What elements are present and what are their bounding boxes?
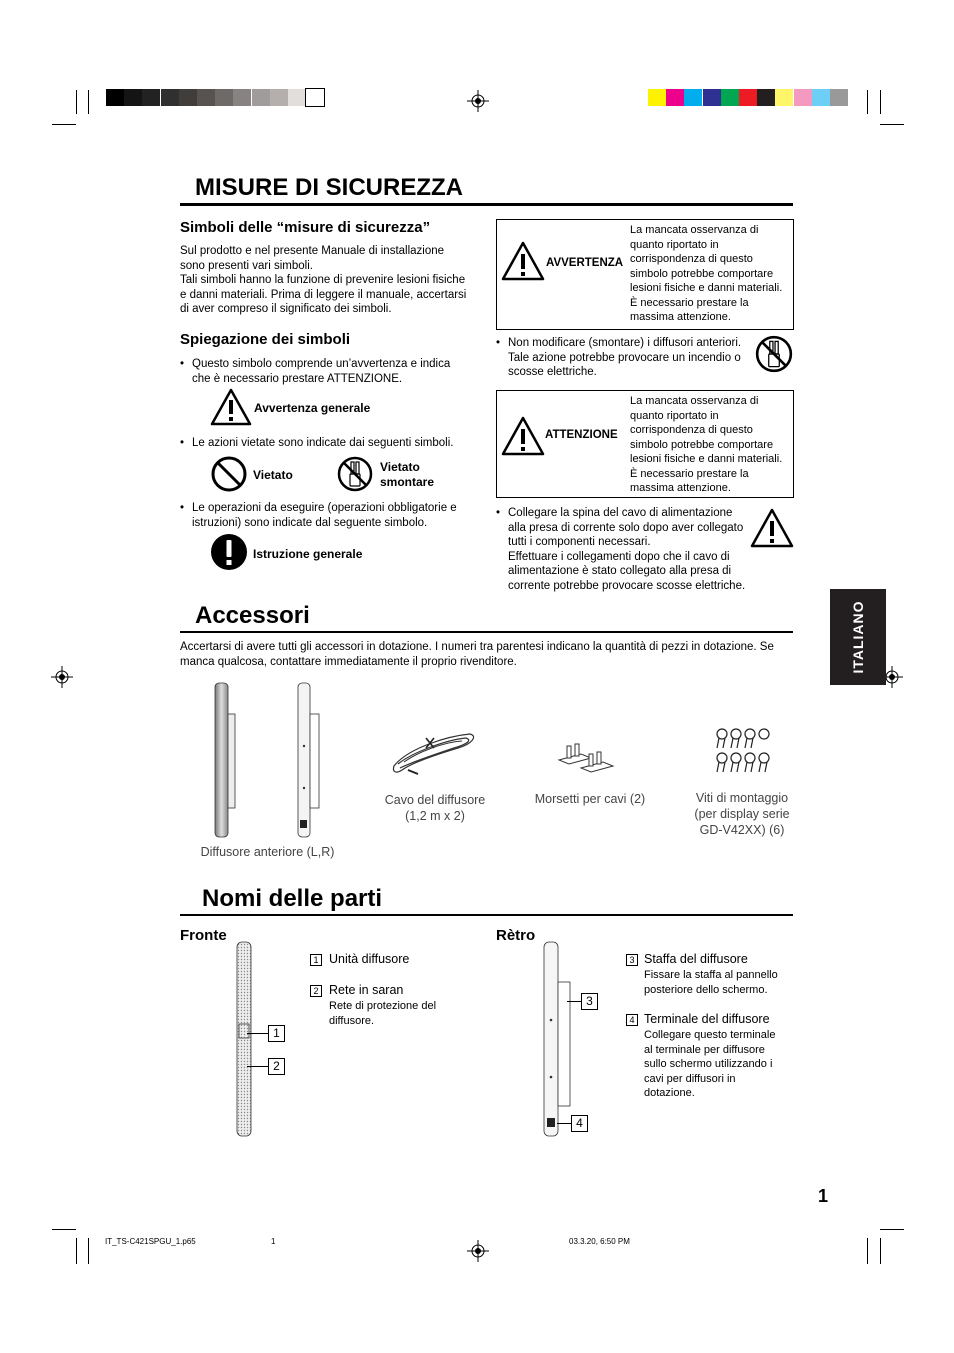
color-swatch [666, 89, 684, 106]
color-swatch [812, 89, 830, 106]
color-swatch [721, 89, 739, 106]
text-line: cavi per diffusori in [644, 1072, 736, 1085]
part-4-number: 4 [626, 1014, 638, 1026]
cable-caption: Cavo del diffusore (1,2 m x 2) [384, 793, 486, 823]
no-disassemble-icon [754, 334, 794, 374]
warning-triangle-icon [210, 388, 252, 426]
gray-swatch [179, 89, 197, 106]
part-3-name: Staffa del diffusore [644, 952, 748, 966]
general-instruction-label: Istruzione generale [253, 547, 363, 561]
text-line: lesioni fisiche e danni materiali. [630, 282, 783, 294]
no-disassemble-icon [336, 455, 374, 493]
text-line: quanto riportato in [630, 238, 719, 251]
text-line: corrispondenza di questo [630, 424, 753, 436]
speaker-caption: Diffusore anteriore (L,R) [200, 845, 335, 859]
text-line: La mancata osservanza di [630, 395, 759, 407]
text-line: alla presa di corrente solo dopo aver collegato [508, 521, 744, 534]
footer-filename: IT_TS-C421SPGU_1.p65 [105, 1237, 196, 1246]
mounting-screws-illustration [713, 726, 773, 780]
text-line: massima attenzione. [630, 482, 731, 494]
gray-swatch [215, 89, 233, 106]
callout-4: 4 [571, 1115, 588, 1132]
clamps-caption: Morsetti per cavi (2) [534, 792, 646, 806]
accessories-intro: Accertarsi di avere tutti gli accessori in dotazione. I numeri tra parentesi indicano la quantità di pezzi in dotazione. Se manca qualcosa, contattare immediatamente il proprio rivenditore. [180, 641, 774, 668]
caution-label: ATTENZIONE [545, 429, 618, 441]
warning-box-text [630, 223, 782, 325]
callout-3: 3 [581, 993, 598, 1010]
front-heading: Fronte [180, 927, 227, 944]
screws-caption: Viti di montaggio (per display serie GD-V42XX) (6) [694, 791, 790, 837]
text-line: È necessario prestare la [630, 296, 749, 309]
warning-triangle-icon [501, 416, 545, 456]
language-tab [830, 589, 886, 685]
text-line: alimentazione è stato collegato alla presa di [508, 565, 732, 577]
explain-heading: Spiegazione dei simboli [180, 331, 351, 348]
gray-swatch [197, 89, 215, 106]
front-speakers-illustration [205, 680, 325, 840]
warning-triangle-icon [750, 508, 794, 548]
callout-2: 2 [268, 1058, 285, 1075]
accessories-title-rule [180, 631, 793, 633]
part-4-description [644, 1028, 775, 1101]
text-line: dotazione. [644, 1087, 695, 1099]
part-1-name: Unità diffusore [329, 952, 410, 966]
symbols-text: Sul prodotto e nel presente Manuale di installazione sono presenti vari simboli. Tali simboli hanno la funzione di prevenire lesioni fisiche e danni materiali. Prima di leggere il manuale, accertarsi di aver compreso il significato dei simboli. [180, 245, 467, 315]
part-2-number: 2 [310, 985, 322, 997]
page-number: 1 [818, 1186, 829, 1206]
text-line: Effettuare i collegamenti dopo che il cavo di [508, 550, 730, 563]
warning-triangle-icon [501, 241, 545, 281]
prohibited-label: Vietato [253, 468, 293, 482]
text-line: Collegare questo terminale [644, 1029, 776, 1041]
rear-heading: Rètro [496, 927, 536, 944]
part-1-number: 1 [310, 954, 322, 966]
rear-speaker-illustration [540, 940, 576, 1138]
color-swatch [775, 89, 793, 106]
safety-title: MISURE DI SICUREZZA [195, 174, 464, 201]
text-line: È necessario prestare la [630, 467, 749, 480]
parts-title-rule [180, 914, 793, 916]
text-line: sullo schermo utilizzando i [644, 1058, 773, 1070]
part-2-name: Rete in saran [329, 983, 404, 997]
text-line: La mancata osservanza di [630, 224, 759, 236]
text-line: tutti i componenti necessari. [508, 536, 651, 548]
text-line: al terminale per diffusore [644, 1043, 765, 1056]
instruction-icon [210, 533, 248, 571]
bullet-instructions: • Le operazioni da eseguire (operazioni obbligatorie e istruzioni) sono indicate dal seguente simbolo. [180, 502, 457, 529]
language-tab-label: ITALIANO [850, 600, 866, 674]
footer-date: 03.3.20, 6:50 PM [569, 1237, 630, 1246]
prohibited-icon [210, 455, 248, 493]
color-swatch [830, 89, 848, 106]
gray-swatch [233, 89, 251, 106]
gray-swatch [252, 89, 270, 106]
text-line: lesioni fisiche e danni materiali. [630, 453, 783, 465]
callout-1: 1 [268, 1025, 285, 1042]
text-line: Collegare la spina del cavo di alimentazione [508, 507, 733, 519]
text-line: simbolo potrebbe comportare [630, 267, 774, 280]
bullet-prohibited: • Le azioni vietate sono indicate dai seguenti simboli. [180, 437, 454, 449]
color-swatch [648, 89, 666, 106]
text-line: corrente potrebbe provocare scosse elettriche. [508, 579, 746, 592]
text-line: massima attenzione. [630, 311, 731, 323]
front-speaker-illustration [234, 940, 256, 1138]
text-line: corrispondenza di questo [630, 253, 753, 265]
color-swatch [684, 89, 702, 106]
color-swatch [794, 89, 812, 106]
general-warning-label: Avvertenza generale [254, 401, 371, 415]
part-4-name: Terminale del diffusore [644, 1012, 770, 1026]
gray-swatch [142, 89, 160, 106]
caution-box [496, 390, 794, 498]
text-line: quanto riportato in [630, 409, 719, 422]
bullet-warning-symbol: • Questo simbolo comprende un’avvertenza e indica che è necessario prestare ATTENZIONE. [180, 358, 451, 385]
speaker-cable-illustration [388, 728, 478, 778]
registration-mark-bottom-icon [467, 1240, 489, 1262]
parts-title: Nomi delle parti [202, 885, 383, 912]
footer-page: 1 [271, 1237, 276, 1246]
text-line: simbolo potrebbe comportare [630, 438, 774, 451]
gray-swatch [306, 89, 324, 106]
color-swatch [757, 89, 775, 106]
safety-title-rule [180, 203, 793, 206]
symbols-heading: Simboli delle “misure di sicurezza” [180, 219, 431, 236]
bullet-no-modify: • Non modificare (smontare) i diffusori anteriori. Tale azione potrebbe provocare un incendio o scosse elettriche. [496, 337, 742, 378]
registration-mark-top-icon [467, 90, 489, 112]
part-3-description: Fissare la staffa al pannello posteriore dello schermo. [644, 969, 778, 996]
gray-swatch [124, 89, 142, 106]
cable-clamps-illustration [555, 742, 619, 778]
no-disassemble-label: Vietato smontare [380, 460, 435, 489]
registration-mark-left-icon [51, 666, 73, 688]
accessories-title: Accessori [195, 602, 310, 629]
part-2-description: Rete di protezione del diffusore. [329, 1000, 437, 1027]
caution-box-text [630, 394, 782, 496]
warning-label: AVVERTENZA [546, 257, 624, 269]
gray-swatch [106, 89, 124, 106]
part-3-number: 3 [626, 954, 638, 966]
warning-box [496, 219, 794, 330]
color-swatch [739, 89, 757, 106]
gray-swatch [288, 89, 306, 106]
color-swatch [703, 89, 721, 106]
gray-swatch [270, 89, 288, 106]
gray-swatch [161, 89, 179, 106]
bullet-power-plug: • Collegare la spina del cavo di alimentazione alla presa di corrente solo dopo aver collegato tutti i componenti necessari. Effettuare i collegamenti dopo che il cavo di alimentazione è stato collegato alla presa di corrente potrebbe provocare scosse elettriche. [496, 507, 746, 592]
